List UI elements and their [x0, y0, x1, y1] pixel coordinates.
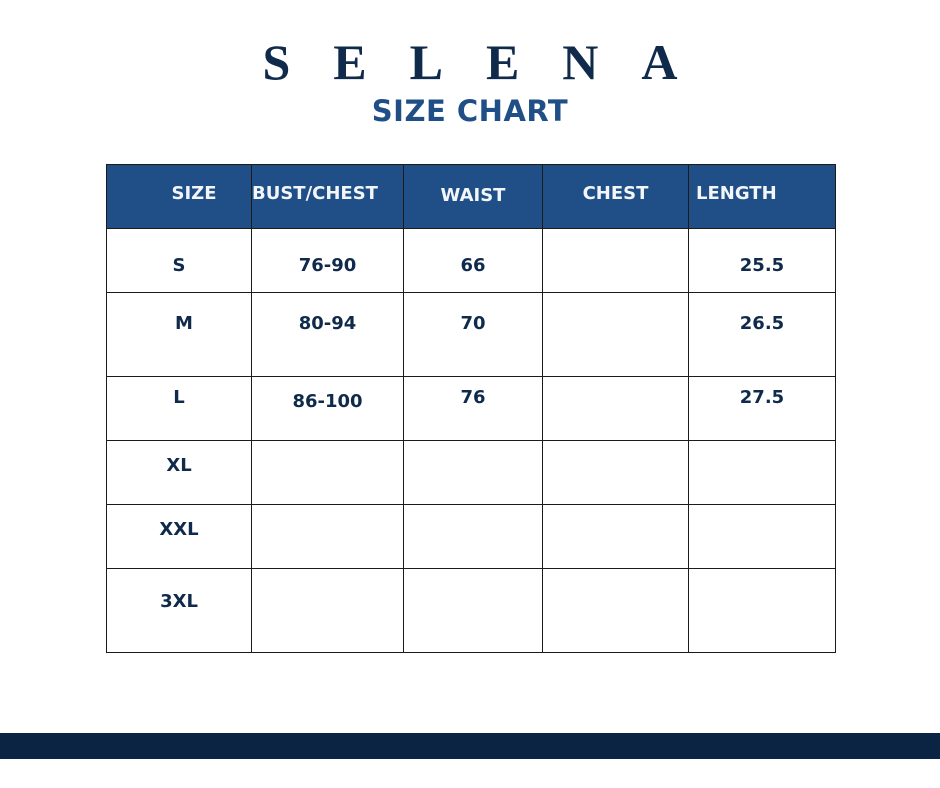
cell-size: M: [107, 293, 252, 377]
cell-chest: [543, 505, 689, 569]
header-size: SIZE: [107, 165, 252, 229]
cell-waist: 70: [404, 293, 543, 377]
cell-size: L: [107, 377, 252, 441]
cell-bust-chest: 86-100: [252, 377, 404, 441]
size-chart-table-container: [106, 164, 835, 648]
cell-chest: [543, 293, 689, 377]
header-length: LENGTH: [689, 165, 836, 229]
cell-chest: [543, 569, 689, 653]
cell-length: [689, 569, 836, 653]
cell-waist: 66: [404, 229, 543, 293]
cell-length: 25.5: [689, 229, 836, 293]
cell-length: 26.5: [689, 293, 836, 377]
cell-waist: [404, 441, 543, 505]
cell-waist: [404, 505, 543, 569]
table-row: [107, 569, 836, 653]
header-chest: CHEST: [543, 165, 689, 229]
table-row: [107, 505, 836, 569]
table-row: [107, 377, 836, 441]
cell-chest: [543, 441, 689, 505]
cell-chest: [543, 377, 689, 441]
size-chart-table: [106, 164, 836, 653]
header-waist: WAIST: [404, 165, 543, 229]
table-row: [107, 229, 836, 293]
brand-title: SELENA: [262, 34, 721, 90]
cell-length: [689, 505, 836, 569]
cell-size: S: [107, 229, 252, 293]
cell-bust-chest: [252, 569, 404, 653]
cell-bust-chest: 76-90: [252, 229, 404, 293]
header-bust-chest: BUST/CHEST: [252, 165, 404, 229]
cell-size: XXL: [107, 505, 252, 569]
table-row: [107, 293, 836, 377]
cell-waist: [404, 569, 543, 653]
page-subtitle: SIZE CHART: [371, 94, 569, 128]
cell-length: [689, 441, 836, 505]
cell-bust-chest: 80-94: [252, 293, 404, 377]
cell-length: 27.5: [689, 377, 836, 441]
cell-size: 3XL: [107, 569, 252, 653]
cell-waist: 76: [404, 377, 543, 441]
footer-bar: [0, 733, 940, 759]
table-header-row: [107, 165, 836, 229]
cell-size: XL: [107, 441, 252, 505]
cell-bust-chest: [252, 505, 404, 569]
cell-chest: [543, 229, 689, 293]
table-row: [107, 441, 836, 505]
cell-bust-chest: [252, 441, 404, 505]
